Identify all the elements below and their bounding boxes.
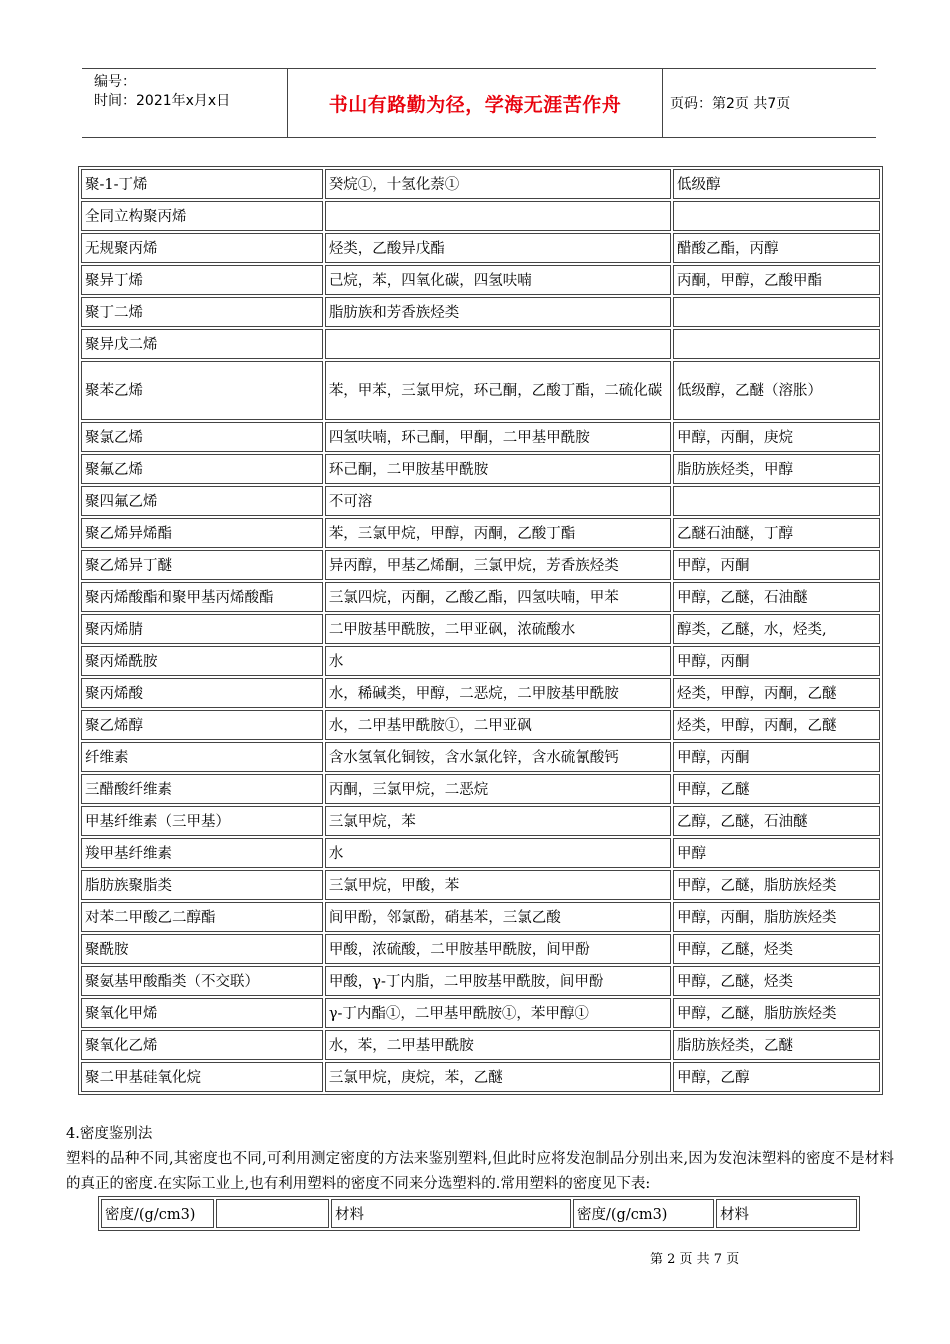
nonsolvent-cell: 甲醇，乙醚，烃类 xyxy=(673,966,880,996)
section-title: 4.密度鉴别法 xyxy=(66,1126,153,1142)
polymer-cell: 聚氟乙烯 xyxy=(81,454,323,484)
table-row xyxy=(81,1030,880,1060)
table-row xyxy=(81,550,880,580)
polymer-cell: 聚异戊二烯 xyxy=(81,329,323,359)
solvent-cell xyxy=(325,201,671,231)
solvent-cell: 烃类，乙酸异戊酯 xyxy=(325,233,671,263)
solvent-cell: 异丙醇，甲基乙烯酮，三氯甲烷，芳香族烃类 xyxy=(325,550,671,580)
nonsolvent-cell: 脂肪族烃类，乙醚 xyxy=(673,1030,880,1060)
table-row xyxy=(81,646,880,676)
density-table xyxy=(98,1196,860,1231)
polymer-cell: 羧甲基纤维素 xyxy=(81,838,323,868)
polymer-cell: 全同立构聚丙烯 xyxy=(81,201,323,231)
solvent-table xyxy=(78,166,883,1095)
solvent-cell: 水，二甲基甲酰胺①，二甲亚砜 xyxy=(325,710,671,740)
table-row xyxy=(81,169,880,199)
table-row xyxy=(81,265,880,295)
polymer-cell: 聚氧化甲烯 xyxy=(81,998,323,1028)
polymer-cell: 甲基纤维素（三甲基） xyxy=(81,806,323,836)
header-motto: 书山有路勤为径，学海无涯苦作舟 xyxy=(328,93,622,116)
table-row xyxy=(81,966,880,996)
header-page-label: 页码：第2页 共7页 xyxy=(670,96,791,112)
nonsolvent-cell xyxy=(673,201,880,231)
table-row xyxy=(81,806,880,836)
nonsolvent-cell: 甲醇，丙酮，脂肪族烃类 xyxy=(673,902,880,932)
solvent-cell: 己烷，苯，四氧化碳，四氢呋喃 xyxy=(325,265,671,295)
nonsolvent-cell: 低级醇 xyxy=(673,169,880,199)
polymer-cell: 聚二甲基硅氧化烷 xyxy=(81,1062,323,1092)
nonsolvent-cell: 甲醇，乙醚，石油醚 xyxy=(673,582,880,612)
table-row xyxy=(81,454,880,484)
polymer-cell: 聚-1-丁烯 xyxy=(81,169,323,199)
polymer-cell: 无规聚丙烯 xyxy=(81,233,323,263)
nonsolvent-cell: 甲醇，乙醚，烃类 xyxy=(673,934,880,964)
table-row xyxy=(81,297,880,327)
nonsolvent-cell: 甲醇，乙醚，脂肪族烃类 xyxy=(673,998,880,1028)
table-row xyxy=(81,678,880,708)
table-row xyxy=(81,486,880,516)
solvent-cell: 间甲酚，邻氯酚，硝基苯，三氯乙酸 xyxy=(325,902,671,932)
solvent-cell: 三氯四烷，丙酮，乙酸乙酯，四氢呋喃，甲苯 xyxy=(325,582,671,612)
nonsolvent-cell xyxy=(673,297,880,327)
polymer-cell: 聚丁二烯 xyxy=(81,297,323,327)
polymer-cell: 聚氨基甲酸酯类（不交联） xyxy=(81,966,323,996)
doc-time-label: 时间：2021年x月x日 xyxy=(94,93,231,109)
polymer-cell: 聚丙烯酰胺 xyxy=(81,646,323,676)
nonsolvent-cell: 甲醇，乙醚 xyxy=(673,774,880,804)
table-row xyxy=(81,614,880,644)
nonsolvent-cell: 低级醇，乙醚（溶胀） xyxy=(673,361,880,420)
polymer-cell: 聚氧化乙烯 xyxy=(81,1030,323,1060)
table-row xyxy=(81,329,880,359)
polymer-cell: 聚丙烯酸酯和聚甲基丙烯酸酯 xyxy=(81,582,323,612)
table-row xyxy=(81,233,880,263)
polymer-cell: 纤维素 xyxy=(81,742,323,772)
nonsolvent-cell: 甲醇，丙酮 xyxy=(673,742,880,772)
polymer-cell: 聚丙烯酸 xyxy=(81,678,323,708)
nonsolvent-cell: 醋酸乙酯，丙醇 xyxy=(673,233,880,263)
nonsolvent-cell: 丙酮，甲醇，乙酸甲酯 xyxy=(673,265,880,295)
polymer-cell: 三醋酸纤维素 xyxy=(81,774,323,804)
solvent-cell: 水 xyxy=(325,838,671,868)
table-row xyxy=(81,1062,880,1092)
table-row xyxy=(81,998,880,1028)
polymer-cell: 聚异丁烯 xyxy=(81,265,323,295)
nonsolvent-cell: 甲醇，乙醚，脂肪族烃类 xyxy=(673,870,880,900)
page-footer: 第 2 页 共 7 页 xyxy=(650,1252,740,1267)
polymer-cell: 聚苯乙烯 xyxy=(81,361,323,420)
density-header-cell: 材料 xyxy=(716,1199,857,1228)
solvent-cell: 四氢呋喃，环己酮，甲酮，二甲基甲酰胺 xyxy=(325,422,671,452)
polymer-cell: 聚丙烯腈 xyxy=(81,614,323,644)
table-row xyxy=(81,361,880,420)
table-row xyxy=(81,934,880,964)
solvent-cell: 三氯甲烷，苯 xyxy=(325,806,671,836)
solvent-cell: 水 xyxy=(325,646,671,676)
polymer-cell: 聚乙烯异丁醚 xyxy=(81,550,323,580)
polymer-cell: 脂肪族聚脂类 xyxy=(81,870,323,900)
solvent-cell: 二甲胺基甲酰胺，二甲亚砜，浓硫酸水 xyxy=(325,614,671,644)
section-paragraph: 塑料的品种不同,其密度也不同,可利用测定密度的方法来鉴别塑料,但此时应将发泡制品分别出来,因为发泡沫塑料的密度不是材料的真正的密度.在实际工业上,也有利用塑料的密度不同来分选塑料的.常用塑料的密度见下表: xyxy=(66,1151,894,1192)
solvent-cell: 苯，三氯甲烷，甲醇，丙酮，乙酸丁酯 xyxy=(325,518,671,548)
nonsolvent-cell: 甲醇，丙酮，庚烷 xyxy=(673,422,880,452)
solvent-cell: 丙酮，三氯甲烷，二恶烷 xyxy=(325,774,671,804)
solvent-cell: 三氯甲烷，庚烷，苯，乙醚 xyxy=(325,1062,671,1092)
solvent-cell: 不可溶 xyxy=(325,486,671,516)
density-header-cell xyxy=(216,1199,329,1228)
nonsolvent-cell: 脂肪族烃类，甲醇 xyxy=(673,454,880,484)
table-row xyxy=(81,518,880,548)
nonsolvent-cell: 甲醇，丙酮 xyxy=(673,646,880,676)
solvent-cell: 水，苯，二甲基甲酰胺 xyxy=(325,1030,671,1060)
nonsolvent-cell: 甲醇，乙醇 xyxy=(673,1062,880,1092)
polymer-cell: 聚酰胺 xyxy=(81,934,323,964)
solvent-cell: 脂肪族和芳香族烃类 xyxy=(325,297,671,327)
solvent-cell: 环己酮，二甲胺基甲酰胺 xyxy=(325,454,671,484)
table-row xyxy=(81,582,880,612)
page-header xyxy=(82,68,876,138)
density-header-cell: 密度/(g/cm3) xyxy=(573,1199,714,1228)
table-row xyxy=(81,710,880,740)
solvent-cell: 三氯甲烷，甲酸，苯 xyxy=(325,870,671,900)
polymer-cell: 聚乙烯醇 xyxy=(81,710,323,740)
table-row xyxy=(81,774,880,804)
density-header-cell: 材料 xyxy=(331,1199,571,1228)
nonsolvent-cell xyxy=(673,329,880,359)
nonsolvent-cell xyxy=(673,486,880,516)
nonsolvent-cell: 烃类，甲醇，丙酮，乙醚 xyxy=(673,678,880,708)
nonsolvent-cell: 乙醇，乙醚，石油醚 xyxy=(673,806,880,836)
table-row xyxy=(81,838,880,868)
density-header-cell: 密度/(g/cm3) xyxy=(101,1199,214,1228)
polymer-cell: 聚乙烯异烯酯 xyxy=(81,518,323,548)
solvent-cell: 甲酸，γ-丁内脂，二甲胺基甲酰胺，间甲酚 xyxy=(325,966,671,996)
header-meta xyxy=(94,73,284,111)
table-row xyxy=(81,201,880,231)
polymer-cell: 聚四氟乙烯 xyxy=(81,486,323,516)
table-row xyxy=(81,742,880,772)
solvent-cell: 苯，甲苯，三氯甲烷，环己酮，乙酸丁酯，二硫化碳 xyxy=(325,361,671,420)
nonsolvent-cell: 烃类，甲醇，丙酮，乙醚 xyxy=(673,710,880,740)
solvent-cell: 癸烷①，十氢化萘① xyxy=(325,169,671,199)
polymer-cell: 聚氯乙烯 xyxy=(81,422,323,452)
solvent-cell: 水，稀碱类，甲醇，二恶烷，二甲胺基甲酰胺 xyxy=(325,678,671,708)
table-row xyxy=(81,422,880,452)
nonsolvent-cell: 醇类，乙醚，水，烃类, xyxy=(673,614,880,644)
table-row xyxy=(81,902,880,932)
doc-number-label: 编号： xyxy=(94,74,136,90)
nonsolvent-cell: 甲醇，丙酮 xyxy=(673,550,880,580)
solvent-cell xyxy=(325,329,671,359)
solvent-cell: γ-丁内酯①，二甲基甲酰胺①，苯甲醇① xyxy=(325,998,671,1028)
nonsolvent-cell: 甲醇 xyxy=(673,838,880,868)
table-row xyxy=(81,870,880,900)
header-motto-cell xyxy=(287,69,663,137)
nonsolvent-cell: 乙醚石油醚，丁醇 xyxy=(673,518,880,548)
density-table-header-row xyxy=(101,1199,857,1228)
solvent-cell: 甲酸，浓硫酸，二甲胺基甲酰胺，间甲酚 xyxy=(325,934,671,964)
solvent-cell: 含水氢氧化铜铵，含水氯化锌，含水硫氰酸钙 xyxy=(325,742,671,772)
polymer-cell: 对苯二甲酸乙二醇酯 xyxy=(81,902,323,932)
